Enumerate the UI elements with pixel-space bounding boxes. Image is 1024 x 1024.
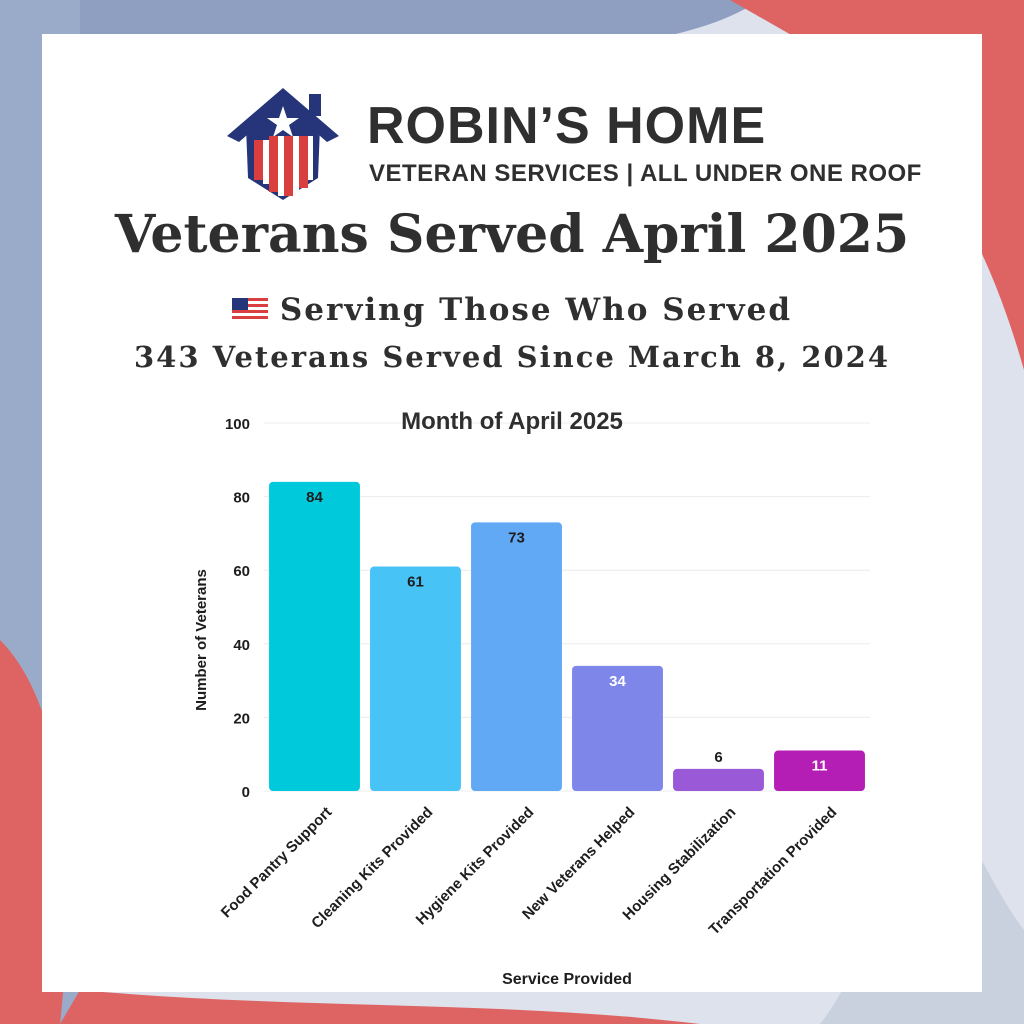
bar-value-label: 61: [407, 573, 424, 591]
chart-title: Month of April 2025: [401, 408, 623, 435]
bar-chart: [42, 34, 982, 992]
bars: [269, 482, 865, 791]
y-axis-ticks: [225, 416, 250, 801]
bar-value-label: 6: [714, 748, 723, 766]
x-tick-label: Food Pantry Support: [217, 803, 336, 922]
bar: [471, 522, 562, 791]
bar: [673, 769, 764, 791]
x-axis-label: Service Provided: [502, 971, 632, 988]
y-axis-label: Number of Veterans: [193, 569, 210, 711]
since-line: 343 Veterans Served Since March 8, 2024: [133, 340, 891, 374]
y-tick-label: 40: [233, 636, 250, 654]
bar-value-label: 84: [306, 488, 323, 506]
y-tick-label: 0: [241, 784, 250, 801]
subtitle: Serving Those Who Served: [279, 292, 793, 328]
x-tick-label: Transportation Provided: [705, 803, 841, 939]
bar-value-label: 34: [609, 672, 626, 690]
y-tick-label: 20: [233, 710, 250, 728]
x-axis-ticks: [218, 804, 841, 939]
bar-value-label: 73: [508, 529, 525, 547]
brand-tagline: VETERAN SERVICES | ALL UNDER ONE ROOF: [369, 160, 922, 187]
bar-value-label: 11: [811, 757, 828, 775]
x-tick-label: Housing Stabilization: [619, 803, 740, 924]
x-tick-label: New Veterans Helped: [519, 803, 639, 924]
bar: [269, 482, 360, 791]
brand-name: ROBIN’S HOME: [367, 97, 767, 155]
y-tick-label: 80: [233, 489, 250, 507]
y-tick-label: 60: [233, 563, 250, 581]
x-tick-label: Hygiene Kits Provided: [412, 803, 538, 929]
y-tick-label: 100: [224, 416, 250, 433]
page-title: Veterans Served April 2025: [114, 204, 910, 265]
content-card: [42, 34, 982, 992]
bar: [370, 567, 461, 791]
x-tick-label: Cleaning Kits Provided: [308, 803, 437, 932]
